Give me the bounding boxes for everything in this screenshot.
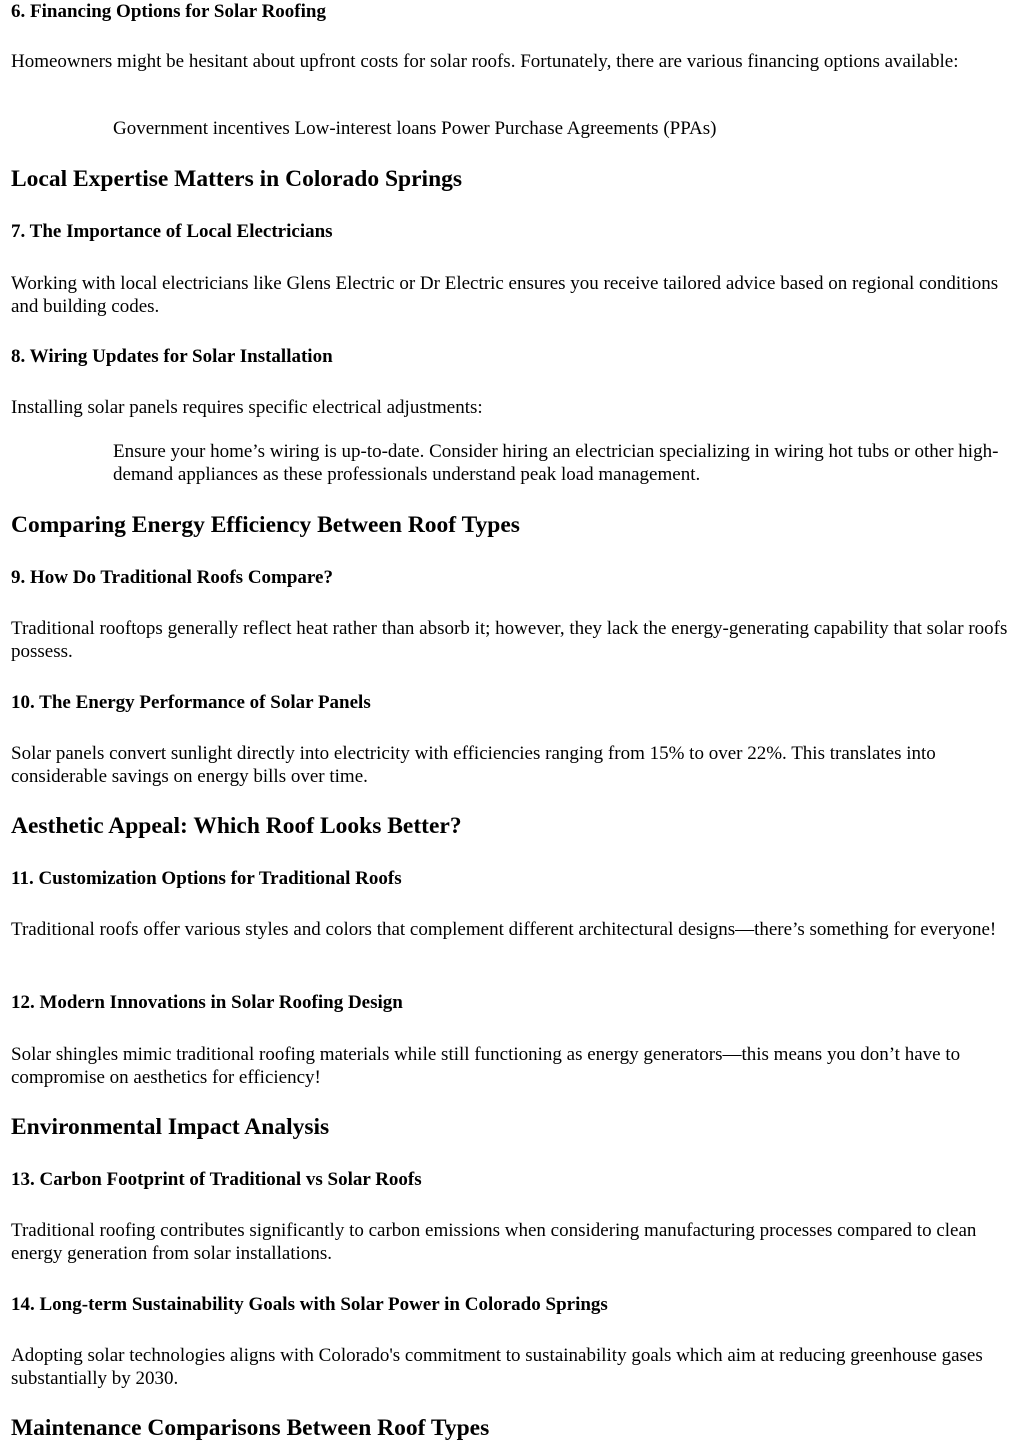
quote-wiring-advice: Ensure your home’s wiring is up-to-date. Consider hiring an electrician specializing in wiring hot tubs or other high-demand appliances as these professionals understand peak load management. xyxy=(113,441,999,485)
heading-modern-innovations: 12. Modern Innovations in Solar Roofing Design xyxy=(11,992,403,1013)
section-energy-efficiency: Comparing Energy Efficiency Between Roof Types xyxy=(11,512,520,538)
heading-carbon-footprint: 13. Carbon Footprint of Traditional vs Solar Roofs xyxy=(11,1169,422,1190)
heading-energy-performance: 10. The Energy Performance of Solar Panels xyxy=(11,692,371,713)
paragraph-energy-performance: Solar panels convert sunlight directly into electricity with efficiencies ranging from 15% to over 22%. This translates into considerable savings on energy bills over time. xyxy=(11,743,936,787)
paragraph-traditional-compare: Traditional rooftops generally reflect heat rather than absorb it; however, they lack the energy-generating capability that solar roofs possess. xyxy=(11,618,1008,662)
paragraph-wiring-intro: Installing solar panels requires specific electrical adjustments: xyxy=(11,397,483,418)
section-local-expertise: Local Expertise Matters in Colorado Springs xyxy=(11,166,463,192)
heading-traditional-compare: 9. How Do Traditional Roofs Compare? xyxy=(11,567,333,588)
paragraph-financing-intro: Homeowners might be hesitant about upfront costs for solar roofs. Fortunately, there are various financing options available: xyxy=(11,51,959,72)
heading-wiring-updates: 8. Wiring Updates for Solar Installation xyxy=(11,346,333,367)
section-environmental-impact: Environmental Impact Analysis xyxy=(11,1114,330,1140)
heading-customization-options: 11. Customization Options for Traditional Roofs xyxy=(11,868,402,889)
heading-local-electricians: 7. The Importance of Local Electricians xyxy=(11,221,333,242)
paragraph-modern-innovations: Solar shingles mimic traditional roofing materials while still functioning as energy generators—this means you don’t have to compromise on aesthetics for efficiency! xyxy=(11,1044,961,1088)
paragraph-sustainability-goals: Adopting solar technologies aligns with Colorado's commitment to sustainability goals which aim at reducing greenhouse gases substantially by 2030. xyxy=(11,1345,983,1389)
quote-financing-list: Government incentives Low-interest loans Power Purchase Agreements (PPAs) xyxy=(113,118,717,139)
heading-sustainability-goals: 14. Long-term Sustainability Goals with Solar Power in Colorado Springs xyxy=(11,1294,608,1315)
section-maintenance-comparisons: Maintenance Comparisons Between Roof Types xyxy=(11,1415,490,1441)
paragraph-customization-options: Traditional roofs offer various styles and colors that complement different architectural designs—there’s something for everyone! xyxy=(11,919,997,940)
section-aesthetic-appeal: Aesthetic Appeal: Which Roof Looks Better? xyxy=(11,813,462,839)
heading-financing-options: 6. Financing Options for Solar Roofing xyxy=(11,1,326,22)
paragraph-local-electricians: Working with local electricians like Glens Electric or Dr Electric ensures you receive tailored advice based on regional conditions and building codes. xyxy=(11,273,999,317)
paragraph-carbon-footprint: Traditional roofing contributes significantly to carbon emissions when considering manufacturing processes compared to clean energy generation from solar installations. xyxy=(11,1220,977,1264)
